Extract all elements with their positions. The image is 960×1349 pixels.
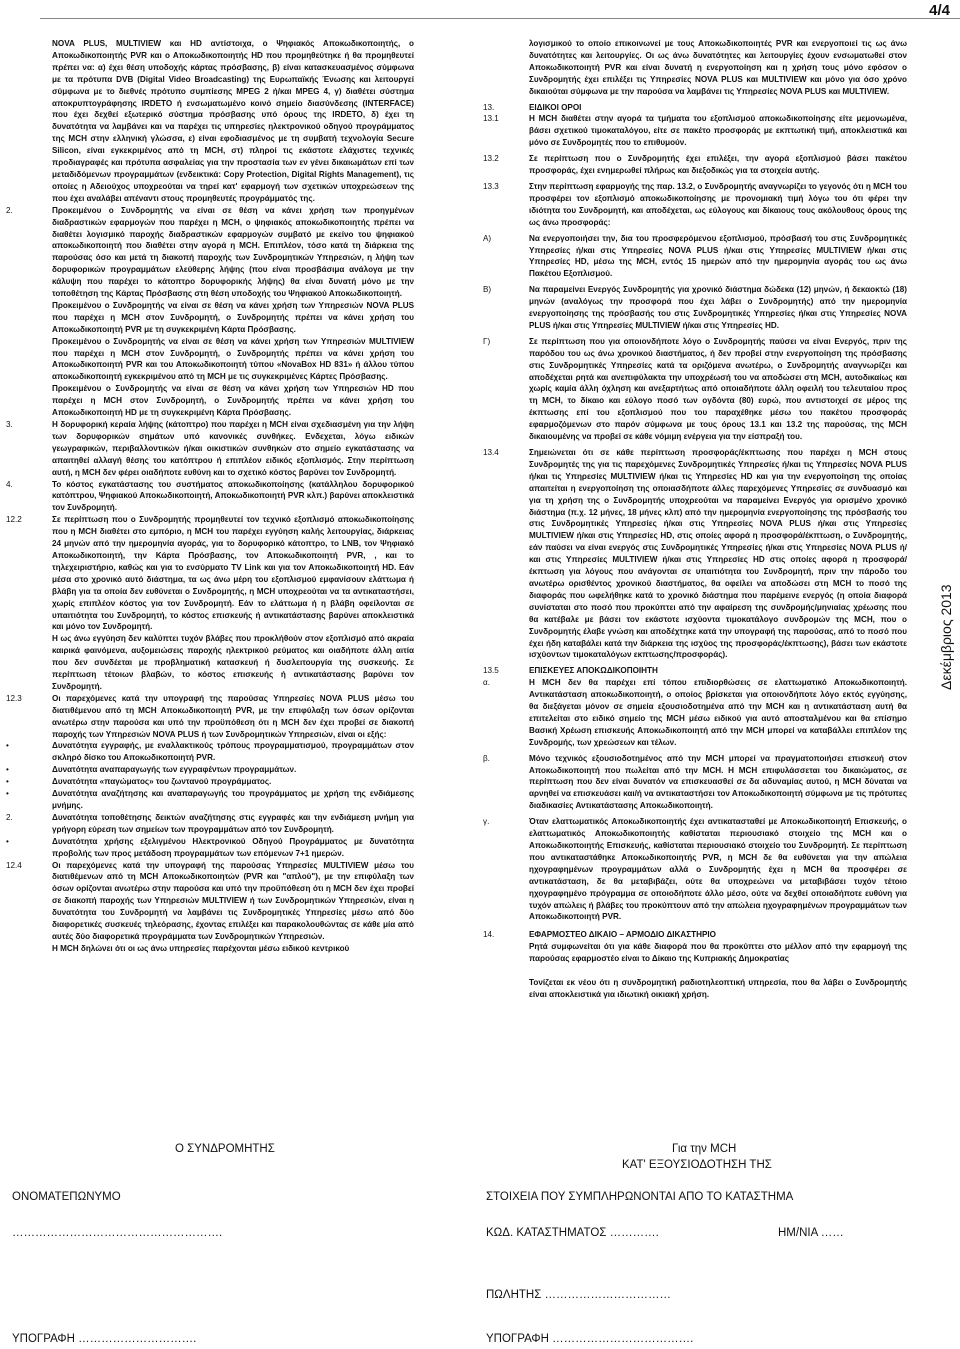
- date-field[interactable]: ΗΜ/ΝΙΑ ……: [778, 1227, 844, 1239]
- list-item: Όταν ελαττωματικός Αποκωδικοποιητής έχει αντικατασταθεί με Αποκωδικοποιητή Επισκευής, ο ελαττωματικός Αποκωδικοποιητής καθίσταται περιουσιακό στοιχείο της MCH και ο Αποκωδικοποιητής Επισκευής, καθίσταται περιουσιακό στοιχείο του Συνδρομητή. Σε περίπτωση που αντικαταστάθηκε Αποκωδικοποιητής PVR, η MCH δε θα ευθύνεται για την απώλεια ηχογραφημένων προγραμμάτων αλλά ο Συνδρομητής έχει η MCH θα προσφέρει σε αντικατάσταση, δε θα μεταβιβάζει, ούτε θα υποχρεώνει να μεταβιβάσει τυχόν τέτοιο ηχογραφημένο πρόγραμμα σε οποιοδήποτε άλλο μέσο, ούτε να δεχθεί οποιαδήποτε ευθύνη για τυχόν απώλεις ή βλάβες του προκύπτουν από την απώλεια ηχογραφημένων προγραμμάτων των Αποκωδικοποιητή PVR.: [529, 817, 907, 922]
- paragraph: NOVA PLUS, MULTIVIEW και HD αντίστοιχα, ο Ψηφιακός Αποκωδικοποιητής, ο Αποκωδικοποιητής PVR και ο Αποκωδικοποιητής HD που προμηθεύτηκε ή θα προμηθευτεί πρέπει να: α) έχει θέση υποδοχής κάρτας πρόσβασης, β) είναι κατασκευασμένος σύμφωνα με τα πρότυπα DVB (Digital Video Broadcasting) της Ευρωπαϊκής Ένωσης και λειτουργεί σύμφωνα με το διεθνές πρότυπο συμπίεσης MPEG 2 ή/και MPEG 4, γ) διαθέτει σύστημα αποκρυπτογράφησης IRDETO ή ενσωματωμένο κοινό σημείο διασύνδεσης (INTERFACE) που έχει δεχθεί εξωτερικό σύστημα πρόσβασης υπό όρους της IRDETO, δ) έχει τη δυνατότητα να λαμβάνει και να παρέχει τις υπηρεσίες ηλεκτρονικού οδηγού προγράμματος της MCH στην ελληνική γλώσσα, ε) είναι εφοδιασμένος με τη συμβατή τεχνολογία Secure Silicon, είναι εγκεκριμένος από τη MCH, στ) πληροί τις εκάστοτε ελάχιστες τεχνικές προδιαγραφές και πρότυπα ασφαλείας για την προστασία των εν γένει δικαιωμάτων επί των μεταδιδόμενων προγραμμάτων (ενδεικτικά: Copy Protection, Digital Rights Management), τις οποίες η Αδειούχος υποχρεούται να τηρεί κατ' εφαρμογή των σχετικών υποχρεώσεων της που έχει αναλάβει απέναντι στους προμηθευτές προγράμματός της.: [52, 39, 414, 203]
- bullet-icon: [6, 776, 52, 788]
- subscriber-signature-field[interactable]: ΥΠΟΓΡΑΦΗ ………………………….: [12, 1333, 197, 1345]
- section-heading: ΕΙΔΙΚΟΙ ΟΡΟΙ: [529, 102, 582, 112]
- section-heading: ΕΠΙΣΚΕΥΕΣ ΑΠΟΚΩΔΙΚΟΠΟΙΗΤΗ: [529, 666, 658, 676]
- closing-note: Τονίζεται εκ νέου ότι η συνδρομητική ραδιοτηλεοπτική υπηρεσία, που θα λάβει ο Συνδρομητής είναι αποκλειστικά για ιδιωτική οικιακή χρήση.: [529, 978, 907, 999]
- paragraph: Προκειμένου ο Συνδρομητής να είναι σε θέση να κάνει χρήση των Υπηρεσιών MULTIVIEW που παρέχει η MCH στον Συνδρομητή, ο Συνδρομητής πρέπει να κάνει χρήση του Αποκωδικοποιητή PVR και του Αποκωδικοποιητή τύπου «NovaBox HD 831» ή άλλου τύπου αποκωδικοποιητή εγκεκριμένου από τη MCH με τις συγκεκριμένες Κάρτες Πρόσβασης.: [52, 336, 414, 382]
- paragraph: Η MCH διαθέτει στην αγορά τα τμήματα του εξοπλισμού αποκωδικοποίησης είτε μεμονωμένα, βάσει σχετικού τιμοκαταλόγου, είτε σε πακέτο προσφοράς με εκπτωτική τιμή, αποκλειστικά και μόνο σε Συνδρομητές που το επιθυμούν.: [529, 114, 907, 148]
- paragraph: Προκειμένου ο Συνδρομητής να είναι σε θέση να κάνει χρήση των προηγμένων διαδραστικών εφαρμογών που παρέχει η MCH, ο ψηφιακός αποκωδικοποιητής πρέπει να διαθέτει λογισμικό παροχής διαδραστικών εφαρμογών συμβατό με εκείνο του ψηφιακού αποκωδικοποιητή που διαθέτει στην αγορά η MCH. Επιπλέον, τόσο κατά τη διάρκεια της παρούσας όσο και μετά τη διακοπή παροχής των Συνδρομητικών Υπηρεσιών, η λήψη των δορυφορικών προγραμμάτων ελεύθερης λήψης (που είναι προσβάσιμα ανάλογα με την κάλυψη που παρέχει το κάτοπτρο δορυφορικής λήψης) θα είναι δυνατή μόνο με την τοποθέτηση της Κάρτας Πρόσβασης στη θέση υποδοχής του Ψηφιακού Αποκωδικοποιητή.: [52, 205, 414, 299]
- paragraph: Στην περίπτωση εφαρμογής της παρ. 13.2, ο Συνδρομητής αναγνωρίζει το γεγονός ότι η MCH του προσφέρει τον εξοπλισμό αποκωδικοποίησης με προνομιακή τιμή λόγω του ότι φέρει την ιδιότητα του Συνδρομητή, και αποδέχεται, ως εύλογους και δίκαιους τους ακόλουθους όρους της ως άνω προσφοράς:: [529, 181, 907, 227]
- paragraph: Ρητά συμφωνείται ότι για κάθε διαφορά που θα προκύπτει στο μέλλον από την εφαρμογή της παρούσας εφαρμοστέο είναι το Δίκαιο της Κυπριακής Δημοκρατίας: [529, 942, 907, 964]
- subscriber-label: Ο ΣΥΝΔΡΟΜΗΤΗΣ: [175, 1143, 275, 1155]
- paragraph: Η MCH δηλώνει ότι οι ως άνω υπηρεσίες παρέχονται μέσω ειδικού κεντρικού: [52, 943, 350, 953]
- list-item: Να ενεργοποιήσει την, δια του προσφερόμενου εξοπλισμού, πρόσβασή του στις Συνδρομητικές Υπηρεσίες ή/και στις Υπηρεσίες NOVA PLUS ή/και στις Υπηρεσίες MULTIVIEW ή/και στις Υπηρεσίες HD, μέσω της MCH, εντός 15 ημερών από την ημερομηνία αγοράς του ως άνω Πακέτου Εξοπλισμού.: [529, 233, 907, 279]
- paragraph: Προκειμένου ο Συνδρομητής να είναι σε θέση να κάνει χρήση των Υπηρεσιών HD που παρέχει η MCH στον Συνδρομητή, ο Συνδρομητής πρέπει να κάνει χρήση του Αποκωδικοποιητή HD με τη συγκεκριμένη Κάρτα Πρόσβασης.: [52, 384, 414, 418]
- store-details-label: ΣΤΟΙΧΕΙΑ ΠΟΥ ΣΥΜΠΛΗΡΩΝΟΝΤΑΙ ΑΠΟ ΤΟ ΚΑΤΑΣΤΗΜΑ: [486, 1191, 794, 1203]
- seller-field[interactable]: ΠΩΛΗΤΗΣ ……………………………: [486, 1289, 672, 1301]
- paragraph: Σε περίπτωση που ο Συνδρομητής έχει επιλέξει, την αγορά εξοπλισμού βάσει πακέτου προσφοράς, έχει ενημερωθεί πλήρως και διεξοδικώς για τα στοιχεία αυτής.: [529, 154, 907, 176]
- store-code-field[interactable]: ΚΩΔ. ΚΑΤΑΣΤΗΜΑΤΟΣ ………….: [486, 1227, 659, 1239]
- mch-signature-field[interactable]: ΥΠΟΓΡΑΦΗ ……………………………….: [486, 1333, 694, 1345]
- paragraph: Προκειμένου ο Συνδρομητής να είναι σε θέση να κάνει χρήση των Υπηρεσιών NOVA PLUS που παρέχει η MCH στον Συνδρομητή, ο Συνδρομητής πρέπει να κάνει χρήση του Αποκωδικοποιητή PVR με τη συγκεκριμένη Κάρτα Πρόσβασης.: [52, 300, 414, 334]
- paragraph: Το κόστος εγκατάστασης του συστήματος αποκωδικοποίησης (κατάλληλου δορυφορικού κατόπτρου, Ψηφιακού Αποκωδικοποιητή, Αποκωδικοποιητή PVR κλπ.) βαρύνει αποκλειστικά τον Συνδρομητή.: [52, 479, 414, 513]
- paragraph: Σε περίπτωση που ο Συνδρομητής προμηθευτεί τον τεχνικό εξοπλισμό αποκωδικοποίησης που η MCH διαθέτει στο εμπόριο, η MCH του παρέχει εγγύηση καλής λειτουργίας, διάρκειας 24 μηνών από την ημερομηνία αγοράς, για το δορυφορικό κάτοπτρο, το LNB, τον Ψηφιακό Αποκωδικοποιητή, την Κάρτα Πρόσβασης, τον Αποκωδικοποιητή PVR, , και το τηλεχειριστήριο, καθώς και για το ενσύρματο TV Link και για τον Αποκωδικοποιητή HD. Εάν μέσα στο χρονικό αυτό διάστημα, τα ως άνω μέρη του εξοπλισμού εμφανίσουν ελάττωμα ή βλάβη για τα οποία δεν ευθύνεται ο Συνδρομητής, η MCH υποχρεούται να τα αντικαταστήσει, χωρίς επιπλέον κόστος για τον Συνδρομητή. Εάν το ελάττωμα ή η βλάβη οφείλονται σε υπαιτιότητα του Συνδρομητή, το κόστος επισκευής ή αντικατάστασης βαρύνει αποκλειστικά και μόνο τον Συνδρομητή.: [52, 515, 414, 632]
- paragraph: Η δορυφορική κεραία λήψης (κάτοπτρο) που παρέχει η MCH είναι σχεδιασμένη για την λήψη των δορυφορικών σημάτων υπό κανονικές συνθήκες. Ενδεχεται, λόγω ειδικών γεωγραφικών, περιβαλλοντικών ή/και οικιστικών συνθηκών στο σημείο εγκατάστασης να απαιτηθεί αλλαγή θέσης του κατόπτρου ή επιπλέον ειδικός εξοπλισμός. Στην περίπτωση αυτή, η MCH δεν φέρει οιαδήποτε ευθύνη και το σχετικό κόστος βαρύνει τον Συνδρομητή.: [52, 420, 414, 477]
- page-number: 4/4: [929, 2, 950, 19]
- list-item: Σε περίπτωση που για οποιονδήποτε λόγο ο Συνδρομητής παύσει να είναι Ενεργός, πριν της παρόδου του ως άνω χρονικού διαστήματος, ή δεν προβεί στην ενεργοποίηση της πρόσβασης στις Συνδρομητικές Υπηρεσίες κατά τα οριζόμενα ανωτέρω, ο Συνδρομητής αναγνωρίζει και αποδέχεται ρητά και ανεπιφύλακτα την υποχρέωσή του να αποδώσει στη MCH, αυτοδικαίως και χωρίς καμία άλλη όχληση και ανεξαρτήτως από οποιαδήποτε άλλη οφειλή του τελευταίου προς τη MCH, το δίκαιο και εύλογο ποσό των ογδόντα (80) ευρώ, που αντιστοιχεί σε μέρος της έκπτωσης επί του εξοπλισμού που του παραχέθηκε μέσω του πακέτου προσφοράς εφαρμοζόμενων στο παρόν σύμφωνα με τους όρους 13.1 και 13.2 της παρούσας, της MCH δικαιουμένης να προβεί σε κάθε νόμιμη ενέργεια για την είσπραξή του.: [529, 336, 907, 442]
- list-item: Δυνατότητα χρήσης εξελιγμένου Ηλεκτρονικού Οδηγού Προγράμματος με δυνατότητα προβολής των προς μετάδοση προγραμμάτων των επόμενων 7+1 ημερών.: [52, 836, 414, 858]
- paragraph: Οι παρεχόμενες κατά την υπογραφή της παρούσας Υπηρεσίες MULTIVIEW μέσω του διατιθέμενων από τη MCH Αποκωδικοποιητών (PVR και "απλού"), με την επιφύλαξη των όσων ορίζονται ανωτέρω στην παρούσα και υπό την προϋπόθεση ότι η MCH δεν έχει προβεί σε διακοπή παροχής των Υπηρεσιών MULTIVIEW ή των Συνδρομητικών Υπηρεσιών, είναι η δυνατότητα του Συνδρομητή να λαμβάνει τις Συνδρομητικές Υπηρεσίες μέσω από δύο διαφορετικές συσκευές τηλεόρασης, έχοντας επιλέξει και παρακολουθώντας σε κάθε μία από αυτές δύο διαφορετικά προγράμματα των Συνδρομητικών Υπηρεσιών.: [52, 860, 414, 941]
- bullet-icon: [6, 836, 52, 860]
- paragraph: Οι παρεχόμενες κατά την υπογραφή της παρούσας Υπηρεσίες NOVA PLUS μέσω του διατιθέμενου από τη MCH Αποκωδικοποιητή PVR, με την επιφύλαξη των όσων ορίζονται ανωτέρω στην παρούσα και υπό την προϋπόθεση ότι η MCH δεν έχει προβεί σε διακοπή παροχής των Υπηρεσιών NOVA PLUS ή των Συνδρομητικών Υπηρεσιών, είναι οι εξής:: [52, 693, 414, 739]
- bullet-icon: [6, 740, 52, 764]
- list-item: Δυνατότητα αναπαραγωγής των εγγραφέντων προγραμμάτων.: [52, 765, 297, 775]
- list-item: Η MCH δεν θα παρέχει επί τόπου επιδιορθώσεις σε ελαττωματικό Αποκωδικοποιητή. Αντικατάσταση αποκωδικοποιητή, ο οποίος βρίσκεται για οποιονδήποτε λόγο εκτός εγγύησης, θα διεξάγεται μόνον σε σημεία εξουσιοδοτημένα από την MCH και η αντικατάσταση αυτή θα επιτελείται στο ειδικό σημείο της MCH μέσω ειδικού για αυτό αποσταλμένου και θα επίσημο Βασική Χρέωση επισκευής Αποκωδικοποιητή από την MCH μπορεί να καταβάλλει επιπλέον της Συνδρομής, των χρεώσεων και τέλων.: [529, 678, 907, 747]
- paragraph: Η ως άνω εγγύηση δεν καλύπτει τυχόν βλάβες που προκλήθούν στον εξοπλισμό από ακραία καιρικά φαινόμενα, αυξομειώσεις παροχής ηλεκτρικού ρεύματος και οιαδήποτε άλλη αιτία που δεν συνδέεται με προβληματική κατασκευή ή δυσλειτουργία της συσκευής. Σε περίπτωση τέτοιων βλαβών, το κόστος επισκευής ή αντικατάστασης βαρύνει τον Συνδρομητή.: [52, 634, 414, 691]
- full-name-field[interactable]: ……………………………………………….: [12, 1227, 223, 1239]
- right-column: λογισμικού το οποίο επικοινωνεί με τους Αποκωδικοποιητές PVR και ενεργοποιεί τις ως άνω δυνατότητες και λειτουργίες. Οι ως άνω δυνατότητες και λειτουργίες έχουν ενσωματωθεί στον Αποκωδικοποιητή PVR και είναι δυνατή η ενεργοποίηση και η χρήση τους μόνο εφόσον ο Συνδρομητής έχει επιλέξει τις Υπηρεσίες NOVA PLUS και MULTIVIEW και μόνο για όσο χρόνο δικαιούται σύμφωνα με την παρούσα να λαμβάνει τις Υπηρεσίες NOVA PLUS και MULTIVIEW. 13. ΕΙΔΙΚΟΙ ΟΡΟΙ 13.1 Η MCH διαθέτει στην αγορά τα τμήματα του εξοπλισμού αποκωδικοποίησης είτε μεμονωμένα, βάσει σχετικού τιμοκαταλόγου, είτε σε πακέτο προσφοράς με εκπτωτική τιμή, αποκλειστικά και μόνο σε Συνδρομητές που το επιθυμούν. 13.2 Σε περίπτωση που ο Συνδρομητής έχει επιλέξει, την αγορά εξοπλισμού βάσει πακέτου προσφοράς, έχει ενημερωθεί πλήρως και διεξοδικώς για τα στοιχεία αυτής. 13.3 Στην περίπτωση εφαρμογής της παρ. 13.2, ο Συνδρομητής αναγνωρίζει το γεγονός ότι η MCH του προσφέρει τον εξοπλισμό αποκωδικοποίησης με προνομιακή τιμή λόγω του ότι φέρει την ιδιότητα του Συνδρομητή, και αποδέχεται, ως εύλογους και δίκαιους τους ακόλουθους όρους της ως άνω προσφοράς: Α) Να ενεργοποιήσει την, δια του προσφερόμενου εξοπλισμού, πρόσβασή του στις Συνδρομητικές Υπηρεσίες ή/και στις Υπηρεσίες NOVA PLUS ή/και στις Υπηρεσίες MULTIVIEW ή/και στις Υπηρεσίες HD, μέσω της MCH, εντός 15 ημερών από την ημερομηνία αγοράς του ως άνω Πακέτου Εξοπλισμού. Β) Να παραμείνει Ενεργός Συνδρομητής για χρονικό διάστημα δώδεκα (12) μηνών, ή δεκαοκτώ (18) μηνών (αναλόγως την προσφορά που έχει λάβει ο Συνδρομητής) από την ημερομηνία ενεργοποίησης της πρόσβασής του στις Συνδρομητικές Υπηρεσίες ή/και στις Υπηρεσίες NOVA PLUS ή/και στις Υπηρεσίες MULTIVIEW ή/και στις Υπηρεσίες HD. Γ) Σε περίπτωση που για οποιονδήποτε λόγο ο Συνδρομητής παύσει να είναι Ενεργός, πριν της παρόδου του ως άνω χρονικού διαστήματος, ή δεν προβεί στην ενεργοποίηση της πρόσβασης στις Συνδρομητικές Υπηρεσίες κατά τα οριζόμενα ανωτέρω, ο Συνδρομητής αναγνωρίζει και αποδέχεται ρητά και ανεπιφύλακτα την υποχρέωσή του να αποδώσει στη MCH, αυτοδικαίως και χωρίς καμία άλλη όχληση και ανεξαρτήτως από οποιαδήποτε άλλη οφειλή του τελευταίου προς τη MCH, το δίκαιο και εύλογο ποσό των ογδόντα (80) ευρώ, που αντιστοιχεί σε μέρος της έκπτωσης επί του εξοπλισμού που του παραχέθηκε μέσω του πακέτου προσφοράς εφαρμοζόμενων στο παρόν σύμφωνα με τους όρους 13.1 και 13.2 της παρούσας, της MCH δικαιουμένης να προβεί σε κάθε νόμιμη ενέργεια για την είσπραξή του. 13.4 Σημειώνεται ότι σε κάθε περίπτωση προσφοράς/έκπτωσης που παρέχει η MCH στους Συνδρομητές της για τις παρεχόμενες Συνδρομητικές Υπηρεσίες ή/και τις Υπηρεσίες NOVA PLUS ή/και τις Υπηρεσίες MULTIVIEW ή/και τις Υπηρεσίες HD και για την ενεργοποίηση της οποίας απαιτείται η ενεργοποίηση της οποιασδήποτε άλλες παρεχόμενες Υπηρεσίες σε συνδυασμό και για τη χρήση της ο Συνδρομητής υποχρεούται να παραμείνει Ενεργός για ορισμένο χρονικό διάστημα (π.χ. 12 μήνες, 18 μήνες κλπ) από την ημερομηνία ενεργοποίησης της πρόσβασής του στις Συνδρομητικές Υπηρεσίες ή/και στις Υπηρεσίες NOVA PLUS ή/και στις Υπηρεσίες MULTIVIEW ή/και στις Υπηρεσίες HD, στις οποίες αφορά η προσφορά/έκπτωση, ο Συνδρομητής, εάν παύσει να είναι ενεργός στις Συνδρομητικές Υπηρεσίες ή/και στις Υπηρεσίες NOVA PLUS ή/και στις Υπηρεσίες MULTIVIEW ή/και στις Υπηρεσίες HD στις οποίες αφορά η προσφορά/έκπτωση για λόγους που ανάγονται σε υπαιτιότητα του Συνδρομητή, πριν την πάροδο του ανωτέρω ορισθέντος χρονικού διαστήματος, θα οφείλει να αποδώσει στη MCH το ποσό της διαφοράς που ωφελήθηκε κατά το χρονικό διάστημα που παρέμεινε ενεργός (η οποία διαφορά συνίσταται στο ποσό που προκύπτει από την αφαίρεση της συνδρομής/μηνιαίας χρέωσης που θα κατέβαλε με βάσει τον εκάστοτε ισχύοντα τιμοκατάλογο συνδρομών της MCH, που ο Συνδρομητής έλαβε γνώση και αποδέχτηκε κατά την υπογραφή της παρούσας, από το ποσό που έχει ήδη καταβάλει κατά την διάρκεια της ισχύος της προσφοράς/έκπτωσης), βάσει των εκάστοτε ισχύοντων τιμοκαταλόγων εκπτωσης/προσφοράς). 13.5 ΕΠΙΣΚΕΥΕΣ ΑΠΟΚΩΔΙΚΟΠΟΙΗΤΗ α. Η MCH δεν θα παρέχει επί τόπου επιδιορθώσεις σε ελαττωματικό Αποκωδικοποιητή. Αντικατάσταση αποκωδικοποιητή, ο οποίος βρίσκεται για οποιονδήποτε λόγο εκτός εγγύησης, θα διεξάγεται μόνον σε σημεία εξουσιοδοτημένα από την MCH και η αντικατάσταση αυτή θα επιτελείται στο ειδικό σημείο της MCH μέσω ειδικού για αυτό αποσταλμένου και θα επίσημο Βασική Χρέωση επισκευής Αποκωδικοποιητή από την MCH μπορεί να καταβάλλει επιπλέον της Συνδρομής, των χρεώσεων και τέλων. β. Μόνο τεχνικός εξουσιοδοτημένος από την MCH μπορεί να πραγματοποιήσει επισκευή στον Αποκωδικοποιητή που πωλείται από την MCH. Η MCH επιφυλάσσεται του δικαιώματος, σε περίπτωση που δεν είναι δυνατόν να επισκευασθεί σε δα αδυναμίας αυτού, η ΜCΗ δύναται να αρνηθεί να επισκευάσει και/ή να αντικαταστήσει τον Αποκωδικοποιητή σύμφωνα με τις πρότυπες διαδικασίες Αντικατάστασης Αποκωδικοποιητή. γ. Όταν ελαττωματικός Αποκωδικοποιητής έχει αντικατασταθεί με Αποκωδικοποιητή Επισκευής, ο ελαττωματικός Αποκωδικοποιητής καθίσταται περιουσιακό στοιχείο της MCH και ο Αποκωδικοποιητής Επισκευής, καθίσταται περιουσιακό στοιχείο του Συνδρομητή. Σε περίπτωση που αντικαταστάθηκε Αποκωδικοποιητής PVR, η MCH δε θα ευθύνεται για την απώλεια ηχογραφημένων προγραμμάτων αλλά ο Συνδρομητής έχει η MCH θα προσφέρει σε αντικατάσταση, δε θα μεταβιβάζει, ούτε θα υποχρεώνει να μεταβιβάσει τυχόν τέτοιο ηχογραφημένο πρόγραμμα σε οποιοδήποτε άλλο μέσο, ούτε να δεχθεί οποιαδήποτε ευθύνη για τυχόν απώλεις ή βλάβες του προκύπτουν από την απώλεια ηχογραφημένων προγραμμάτων των Αποκωδικοποιητή PVR. 14. ΕΦΑΡΜΟΣΤΕΟ ΔΙΚΑΙΟ – ΑΡΜΟΔΙΟ ΔΙΚΑΣΤΗΡΙΟ Ρητά συμφωνείται ότι για κάθε διαφορά που θα προκύπτει στο μέλλον από την εφαρμογή της παρούσας εφαρμοστέο είναι το Δίκαιο της Κυπριακής Δημοκρατίας Τονίζεται εκ νέου ότι η συνδρομητική ραδιοτηλεοπτική υπηρεσία, που θα λάβει ο Συνδρομητής είναι αποκλειστικά για ιδιωτική οικιακή χρήση.: [483, 39, 907, 999]
- side-date: Δεκέμβριος 2013: [938, 584, 954, 690]
- left-column: NOVA PLUS, MULTIVIEW και HD αντίστοιχα, ο Ψηφιακός Αποκωδικοποιητής, ο Αποκωδικοποιητής PVR και ο Αποκωδικοποιητής HD που προμηθεύτηκε ή θα προμηθευτεί πρέπει να: α) έχει θέση υποδοχής κάρτας πρόσβασης, β) είναι κατασκευασμένος σύμφωνα με τα πρότυπα DVB (Digital Video Broadcasting) της Ευρωπαϊκής Ένωσης και λειτουργεί σύμφωνα με το διεθνές πρότυπο συμπίεσης MPEG 2 ή/και MPEG 4, γ) διαθέτει σύστημα αποκρυπτογράφησης IRDETO ή ενσωματωμένο κοινό σημείο διασύνδεσης (INTERFACE) που έχει δεχθεί εξωτερικό σύστημα πρόσβασης υπό όρους της IRDETO, δ) έχει τη δυνατότητα να λαμβάνει και να παρέχει τις υπηρεσίες ηλεκτρονικού οδηγού προγράμματος της MCH στην ελληνική γλώσσα, ε) είναι εφοδιασμένος με τη συμβατή τεχνολογία Secure Silicon, είναι εγκεκριμένος από τη MCH, στ) πληροί τις εκάστοτε ελάχιστες τεχνικές προδιαγραφές και πρότυπα ασφαλείας για την προστασία των εν γένει δικαιωμάτων επί των μεταδιδόμενων προγραμμάτων (ενδεικτικά: Copy Protection, Digital Rights Management), τις οποίες η Αδειούχος υποχρεούται να τηρεί κατ' εφαρμογή των σχετικών υποχρεώσεων της που έχει αναλάβει απέναντι στους προμηθευτές προγράμματός της. 2. Προκειμένου ο Συνδρομητής να είναι σε θέση να κάνει χρήση των προηγμένων διαδραστικών εφαρμογών που παρέχει η MCH, ο ψηφιακός αποκωδικοποιητής πρέπει να διαθέτει λογισμικό παροχής διαδραστικών εφαρμογών συμβατό με εκείνο του ψηφιακού αποκωδικοποιητή που διαθέτει στην αγορά η MCH. Επιπλέον, τόσο κατά τη διάρκεια της παρούσας όσο και μετά τη διακοπή παροχής των Συνδρομητικών Υπηρεσιών, η λήψη των δορυφορικών προγραμμάτων ελεύθερης λήψης (που είναι προσβάσιμα ανάλογα με την κάλυψη που παρέχει το κάτοπτρο δορυφορικής λήψης) θα είναι δυνατή μόνο με την τοποθέτηση της Κάρτας Πρόσβασης στη θέση υποδοχής του Ψηφιακού Αποκωδικοποιητή. Προκειμένου ο Συνδρομητής να είναι σε θέση να κάνει χρήση των Υπηρεσιών NOVA PLUS που παρέχει η MCH στον Συνδρομητή, ο Συνδρομητής πρέπει να κάνει χρήση του Αποκωδικοποιητή PVR με τη συγκεκριμένη Κάρτα Πρόσβασης. Προκειμένου ο Συνδρομητής να είναι σε θέση να κάνει χρήση των Υπηρεσιών MULTIVIEW που παρέχει η MCH στον Συνδρομητή, ο Συνδρομητής πρέπει να κάνει χρήση του Αποκωδικοποιητή PVR και του Αποκωδικοποιητή τύπου «NovaBox HD 831» ή άλλου τύπου αποκωδικοποιητή εγκεκριμένου από τη MCH με τις συγκεκριμένες Κάρτες Πρόσβασης. Προκειμένου ο Συνδρομητής να είναι σε θέση να κάνει χρήση των Υπηρεσιών HD που παρέχει η MCH στον Συνδρομητή, ο Συνδρομητής πρέπει να κάνει χρήση του Αποκωδικοποιητή HD με τη συγκεκριμένη Κάρτα Πρόσβασης. 3. Η δορυφορική κεραία λήψης (κάτοπτρο) που παρέχει η MCH είναι σχεδιασμένη για την λήψη των δορυφορικών σημάτων υπό κανονικές συνθήκες. Ενδεχεται, λόγω ειδικών γεωγραφικών, περιβαλλοντικών ή/και οικιστικών συνθηκών στο σημείο εγκατάστασης να απαιτηθεί αλλαγή θέσης του κατόπτρου ή επιπλέον ειδικός εξοπλισμός. Στην περίπτωση αυτή, η MCH δεν φέρει οιαδήποτε ευθύνη και το σχετικό κόστος βαρύνει τον Συνδρομητή. 4. Το κόστος εγκατάστασης του συστήματος αποκωδικοποίησης (κατάλληλου δορυφορικού κατόπτρου, Ψηφιακού Αποκωδικοποιητή, Αποκωδικοποιητή PVR κλπ.) βαρύνει αποκλειστικά τον Συνδρομητή. 12.2 Σε περίπτωση που ο Συνδρομητής προμηθευτεί τον τεχνικό εξοπλισμό αποκωδικοποίησης που η MCH διαθέτει στο εμπόριο, η MCH του παρέχει εγγύηση καλής λειτουργίας, διάρκειας 24 μηνών από την ημερομηνία αγοράς, για το δορυφορικό κάτοπτρο, το LNB, τον Ψηφιακό Αποκωδικοποιητή, την Κάρτα Πρόσβασης, τον Αποκωδικοποιητή PVR, , και το τηλεχειριστήριο, καθώς και για το ενσύρματο TV Link και για τον Αποκωδικοποιητή HD. Εάν μέσα στο χρονικό αυτό διάστημα, τα ως άνω μέρη του εξοπλισμού εμφανίσουν ελάττωμα ή βλάβη για τα οποία δεν ευθύνεται ο Συνδρομητής, η MCH υποχρεούται να τα αντικαταστήσει, χωρίς επιπλέον κόστος για τον Συνδρομητή. Εάν το ελάττωμα ή η βλάβη οφείλονται σε υπαιτιότητα του Συνδρομητή, το κόστος επισκευής ή αντικατάστασης βαρύνει αποκλειστικά και μόνο τον Συνδρομητή. Η ως άνω εγγύηση δεν καλύπτει τυχόν βλάβες που προκλήθούν στον εξοπλισμό από ακραία καιρικά φαινόμενα, αυξομειώσεις παροχής ηλεκτρικού ρεύματος και οιαδήποτε άλλη αιτία που δεν συνδέεται με προβληματική κατασκευή ή δυσλειτουργία της συσκευής. Σε περίπτωση τέτοιων βλαβών, το κόστος επισκευής ή αντικατάστασης βαρύνει τον Συνδρομητή. 12.3 Οι παρεχόμενες κατά την υπογραφή της παρούσας Υπηρεσίες NOVA PLUS μέσω του διατιθέμενου από τη MCH Αποκωδικοποιητή PVR, με την επιφύλαξη των όσων ορίζονται ανωτέρω στην παρούσα και υπό την προϋπόθεση ότι η MCH δεν έχει προβεί σε διακοπή παροχής των Υπηρεσιών NOVA PLUS ή των Συνδρομητικών Υπηρεσιών, είναι οι εξής: • Δυνατότητα εγγραφής, με εναλλακτικούς τρόπους προγραμματισμού, προγραμμάτων στον σκληρό δίσκο του Αποκωδικοποιητή PVR. • Δυνατότητα αναπαραγωγής των εγγραφέντων προγραμμάτων. • Δυνατότητα «παγώματος» του ζωντανού προγράμματος. • Δυνατότητα αναζήτησης και αναπαραγωγής του προγράμματος με χρήση της ενδιάμεσης μνήμης. 2. Δυνατότητα τοποθέτησης δεικτών αναζήτησης στις εγγραφές και την ενδιάμεση μνήμη για γρήγορη εύρεση των σημείων των προγραμμάτων από τον Συνδρομητή. • Δυνατότητα χρήσης εξελιγμένου Ηλεκτρονικού Οδηγού Προγράμματος με δυνατότητα προβολής των προς μετάδοση προγραμμάτων των επόμενων 7+1 ημερών. 12.4 Οι παρεχόμενες κατά την υπογραφή της παρούσας Υπηρεσίες MULTIVIEW μέσω του διατιθέμενων από τη MCH Αποκωδικοποιητών (PVR και "απλού"), με την επιφύλαξη των όσων ορίζονται ανωτέρω στην παρούσα και υπό την προϋπόθεση ότι η MCH δεν έχει προβεί σε διακοπή παροχής των Υπηρεσιών MULTIVIEW ή των Συνδρομητικών Υπηρεσιών, είναι η δυνατότητα του Συνδρομητή να λαμβάνει τις Συνδρομητικές Υπηρεσίες μέσω από δύο διαφορετικές συσκευές τηλεόρασης, έχοντας επιλέξει και παρακολουθώντας σε κάθε μία από αυτές δύο διαφορετικά προγράμματα των Συνδρομητικών Υπηρεσιών. Η MCH δηλώνει ότι οι ως άνω υπηρεσίες παρέχονται μέσω ειδικού κεντρικού: [6, 38, 414, 955]
- for-mch-label: Για την MCH: [672, 1143, 737, 1155]
- full-name-label: ΟΝΟΜΑΤΕΠΩΝΥΜΟ: [12, 1191, 121, 1203]
- list-item: Δυνατότητα αναζήτησης και αναπαραγωγής του προγράμματος με χρήση της ενδιάμεσης μνήμης.: [52, 789, 414, 810]
- header-rule: [40, 18, 960, 19]
- list-item: Δυνατότητα εγγραφής, με εναλλακτικούς τρόπους προγραμματισμού, προγραμμάτων στον σκληρό δίσκο του Αποκωδικοποιητή PVR.: [52, 741, 414, 763]
- bullet-icon: [6, 764, 52, 776]
- bullet-icon: [6, 788, 52, 812]
- list-item: Να παραμείνει Ενεργός Συνδρομητής για χρονικό διάστημα δώδεκα (12) μηνών, ή δεκαοκτώ (18) μηνών (αναλόγως την προσφορά που έχει λάβει ο Συνδρομητής) από την ημερομηνία ενεργοποίησης της πρόσβασής του στις Συνδρομητικές Υπηρεσίες ή/και στις Υπηρεσίες NOVA PLUS ή/και στις Υπηρεσίες MULTIVIEW ή/και στις Υπηρεσίες HD.: [529, 285, 907, 330]
- paragraph: λογισμικού το οποίο επικοινωνεί με τους Αποκωδικοποιητές PVR και ενεργοποιεί τις ως άνω δυνατότητες και λειτουργίες. Οι ως άνω δυνατότητες και λειτουργίες έχουν ενσωματωθεί στον Αποκωδικοποιητή PVR και είναι δυνατή η ενεργοποίηση και η χρήση τους μόνο εφόσον ο Συνδρομητής έχει επιλέξει τις Υπηρεσίες NOVA PLUS και MULTIVIEW και μόνο για όσο χρόνο δικαιούται σύμφωνα με την παρούσα να λαμβάνει τις Υπηρεσίες NOVA PLUS και MULTIVIEW.: [529, 39, 907, 96]
- authorized-label: ΚΑΤ' ΕΞΟΥΣΙΟΔΟΤΗΣΗ ΤΗΣ: [622, 1159, 772, 1171]
- list-item: Δυνατότητα τοποθέτησης δεικτών αναζήτησης στις εγγραφές και την ενδιάμεση μνήμη για γρήγορη εύρεση των σημείων των προγραμμάτων από τον Συνδρομητή.: [52, 812, 414, 834]
- section-heading: ΕΦΑΡΜΟΣΤΕΟ ΔΙΚΑΙΟ – ΑΡΜΟΔΙΟ ΔΙΚΑΣΤΗΡΙΟ: [529, 930, 716, 940]
- list-item: Δυνατότητα «παγώματος» του ζωντανού προγράμματος.: [52, 777, 272, 787]
- paragraph: Σημειώνεται ότι σε κάθε περίπτωση προσφοράς/έκπτωσης που παρέχει η MCH στους Συνδρομητές της για τις παρεχόμενες Συνδρομητικές Υπηρεσίες ή/και τις Υπηρεσίες NOVA PLUS ή/και τις Υπηρεσίες MULTIVIEW ή/και τις Υπηρεσίες HD και για την ενεργοποίηση της οποίας απαιτείται η ενεργοποίηση της οποιασδήποτε άλλες παρεχόμενες Υπηρεσίες σε συνδυασμό και για τη χρήση της ο Συνδρομητής υποχρεούται να παραμείνει Ενεργός για ορισμένο χρονικό διάστημα (π.χ. 12 μήνες, 18 μήνες κλπ) από την ημερομηνία ενεργοποίησης της πρόσβασής του στις Συνδρομητικές Υπηρεσίες ή/και στις Υπηρεσίες NOVA PLUS ή/και στις Υπηρεσίες MULTIVIEW ή/και στις Υπηρεσίες HD, στις οποίες αφορά η προσφορά/έκπτωση, ο Συνδρομητής, εάν παύσει να είναι ενεργός στις Συνδρομητικές Υπηρεσίες ή/και στις Υπηρεσίες NOVA PLUS ή/και στις Υπηρεσίες MULTIVIEW ή/και στις Υπηρεσίες HD στις οποίες αφορά η προσφορά/έκπτωση για λόγους που ανάγονται σε υπαιτιότητα του Συνδρομητή, πριν την πάροδο του ανωτέρω ορισθέντος χρονικού διαστήματος, θα οφείλει να αποδώσει στη MCH το ποσό της διαφοράς που ωφελήθηκε κατά το χρονικό διάστημα που παρέμεινε ενεργός (η οποία διαφορά συνίσταται στο ποσό που προκύπτει από την αφαίρεση της συνδρομής/μηνιαίας χρέωσης που θα κατέβαλε με βάσει τον εκάστοτε ισχύοντα τιμοκατάλογο συνδρομών της MCH, που ο Συνδρομητής έλαβε γνώση και αποδέχτηκε κατά την υπογραφή της παρούσας, από το ποσό που έχει ήδη καταβάλει κατά την διάρκεια της ισχύος της προσφοράς/έκπτωσης), βάσει των εκάστοτε ισχύοντων τιμοκαταλόγων εκπτωσης/προσφοράς).: [529, 448, 907, 660]
- list-item: Μόνο τεχνικός εξουσιοδοτημένος από την MCH μπορεί να πραγματοποιήσει επισκευή στον Αποκωδικοποιητή που πωλείται από την MCH. Η MCH επιφυλάσσεται του δικαιώματος, σε περίπτωση που δεν είναι δυνατόν να επισκευασθεί σε δα αδυναμίας αυτού, η ΜCΗ δύναται να αρνηθεί να επισκευάσει και/ή να αντικαταστήσει τον Αποκωδικοποιητή σύμφωνα με τις πρότυπες διαδικασίες Αντικατάστασης Αποκωδικοποιητή.: [529, 753, 907, 811]
